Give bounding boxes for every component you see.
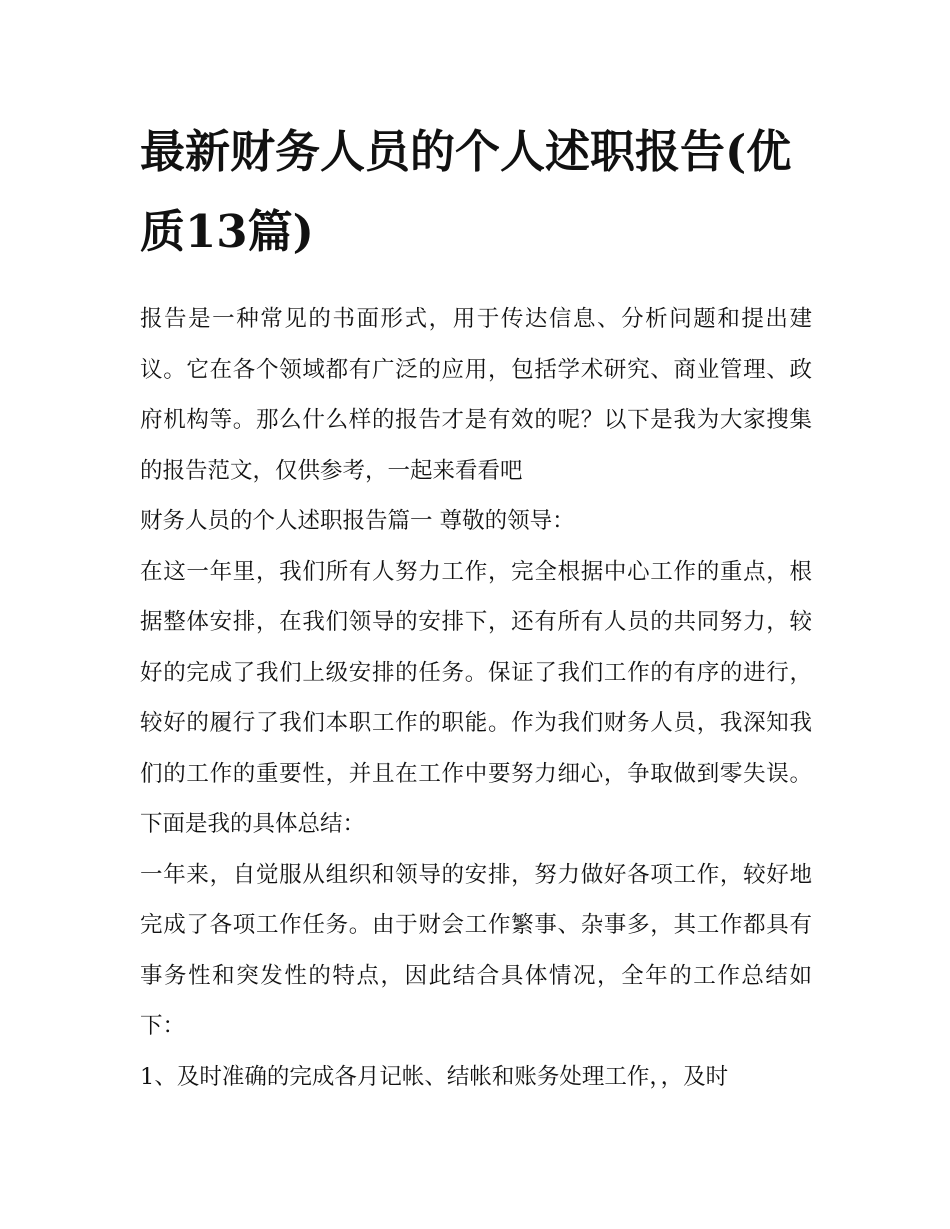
document-body	[140, 112, 812, 1102]
intro-paragraph: 报告是一种常见的书面形式，用于传达信息、分析问题和提出建议。它在各个领域都有广泛的应用，包括学术研究、商业管理、政府机构等。那么什么样的报告才是有效的呢？以下是我为大家搜集的报告范文，仅供参考，一起来看看吧	[140, 306, 812, 484]
body-paragraph: 在这一年里，我们所有人努力工作，完全根据中心工作的重点，根据整体安排，在我们领导的安排下，还有所有人员的共同努力，较好的完成了我们上级安排的任务。保证了我们工作的有序的进行，较好的履行了我们本职工作的职能。作为我们财务人员，我深知我们的工作的重要性，并且在工作中要努力细心，争取做到零失误。下面是我的具体总结：	[140, 558, 812, 837]
list-item-paragraph: 1、及时准确的完成各月记帐、结帐和账务处理工作，，及时	[140, 1063, 729, 1090]
document-title: 最新财务人员的个人述职报告(优质13篇)	[140, 125, 792, 258]
section-heading-paragraph: 财务人员的个人述职报告篇一 尊敬的领导：	[140, 508, 575, 534]
body-paragraph: 一年来，自觉服从组织和领导的安排，努力做好各项工作，较好地完成了各项工作任务。由于财会工作繁事、杂事多，其工作都具有事务性和突发性的特点，因此结合具体情况，全年的工作总结如下：	[140, 861, 812, 1039]
